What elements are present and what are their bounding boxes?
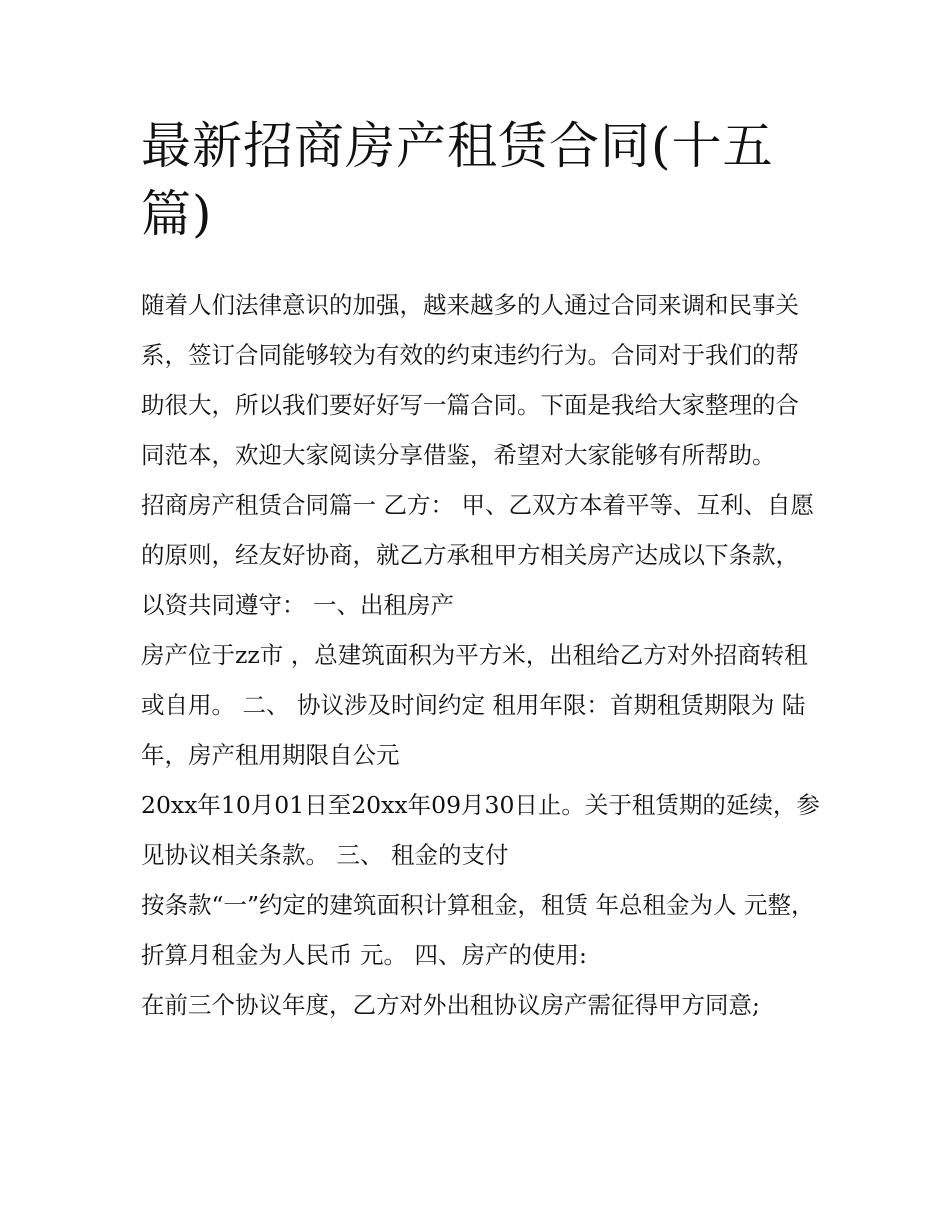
document-body [141, 280, 821, 1030]
document-title: 最新招商房产租赁合同(十五篇) [141, 117, 774, 243]
paragraph-lease-term: 20xx年10月01日至20xx年09月30日止。关于租赁期的延续，参见协议相关条款。 三、 租金的支付 [141, 791, 820, 869]
paragraph-rent-payment: 按条款“一”约定的建筑面积计算租金，租赁 年总租金为人 元整，折算月租金为人民币 元。 四、房产的使用: [141, 891, 815, 969]
paragraph-property-location: 房产位于zz市 ，总建筑面积为平方米，出租给乙方对外招商转租或自用。 二、 协议涉及时间约定 租用年限：首期租赁期限为 陆 年，房产租用期限自公元 [141, 641, 808, 769]
paragraph-property-use: 在前三个协议年度，乙方对外出租协议房产需征得甲方同意; [141, 991, 760, 1019]
paragraph-contract-opening: 招商房产租赁合同篇一 乙方： 甲、乙双方本着平等、互利、自愿的原则，经友好协商，就乙方承租甲方相关房产达成以下条款，以资共同遵守： 一、出租房产 [141, 491, 814, 619]
paragraph-intro: 随着人们法律意识的加强，越来越多的人通过合同来调和民事关系，签订合同能够较为有效的约束违约行为。合同对于我们的帮助很大，所以我们要好好写一篇合同。下面是我给大家整理的合同范本，欢迎大家阅读分享借鉴，希望对大家能够有所帮助。 [141, 291, 799, 469]
